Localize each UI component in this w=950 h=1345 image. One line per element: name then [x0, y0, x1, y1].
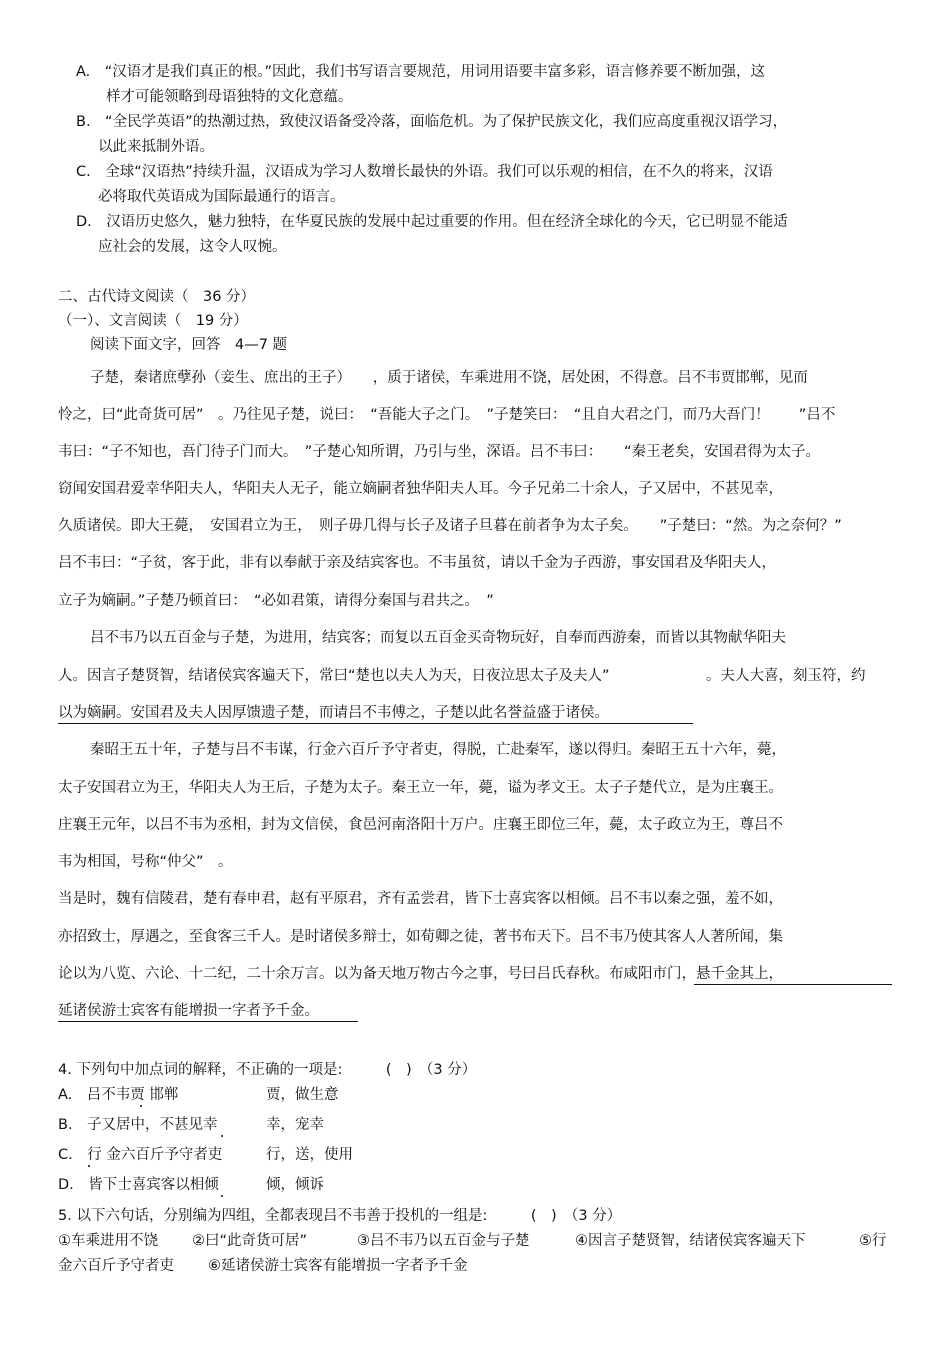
passage-line-5: 久质诸侯。即大王薨， 安国君立为王， 则子毋几得与长子及诸子旦暮在前者争为太子矣。 ”子楚曰：“然。为之奈何？” — [58, 518, 842, 534]
passage-line-15: 当是时，魏有信陵君，楚有春申君，赵有平原君，齐有孟尝君，皆下士喜宾客以相倾。吕不韦以秦之强，羞不如， — [58, 891, 783, 907]
passage-line-9b: 。夫人大喜，刻玉符，约 — [706, 668, 866, 684]
section-title: 二、古代诗文阅读（ 36 分） — [58, 289, 256, 305]
emphasis-dot — [140, 1105, 142, 1107]
q5-item-2: ②曰“此奇货可居” — [192, 1233, 308, 1249]
passage-line-13: 庄襄王元年，以吕不韦为丞相，封为文信侯，食邑河南洛阳十万户。庄襄王即位三年，薨，太子政立为王，尊吕不 — [58, 817, 783, 833]
q4-option-b: B. 子又居中，不甚见幸 — [58, 1117, 218, 1133]
q4-option-c: C. 行 金六百斤予守者吏 — [58, 1147, 223, 1163]
passage-line-9a: 人。因言子楚贤智，结诸侯宾客遍天下，常曰“楚也以夫人为天，日夜泣思太子及夫人” — [58, 668, 610, 684]
q5-stem: 5. 以下六句话，分别编为四组，全都表现吕不韦善于投机的一组是: ( ) （3 分） — [58, 1208, 622, 1224]
passage-line-10: 以为嫡嗣。安国君及夫人因厚馈遗子楚，而请吕不韦傅之，子楚以此名誉益盛于诸侯。 — [58, 705, 609, 721]
option-d-line1: D. 汉语历史悠久，魅力独特，在华夏民族的发展中起过重要的作用。但在经济全球化的今天，它已明显不能适 — [76, 214, 788, 230]
option-c-line2: 必将取代英语成为国际最通行的语言。 — [98, 189, 345, 205]
q4-option-c-gloss: 行，送，使用 — [266, 1147, 353, 1163]
q5-item-5-end: 金六百斤予守者吏 — [58, 1258, 174, 1274]
passage-line-1: 子楚，秦诸庶孽孙（妾生、庶出的王子） ，质于诸侯，车乘进用不饶，居处困，不得意。吕不韦贾邯郸，见而 — [90, 370, 808, 386]
passage-line-17: 论以为八览、六论、十二纪，二十余万言。以为备天地万物古今之事，号曰吕氏春秋。布咸阳市门，悬千金其上， — [58, 966, 783, 982]
q4-option-b-gloss: 幸，宠幸 — [266, 1117, 324, 1133]
q4-option-a: A. 吕不韦贾 邯郸 — [58, 1087, 179, 1103]
passage-line-8: 吕不韦乃以五百金与子楚，为进用，结宾客；而复以五百金买奇物玩好，自奉而西游秦，而皆以其物献华阳夫 — [90, 630, 786, 646]
emphasis-dot — [88, 1165, 90, 1167]
option-a-line2: 样才可能领略到母语独特的文化意蕴。 — [106, 89, 353, 105]
option-b-line1: B. “全民学英语”的热潮过热，致使汉语备受冷落，面临危机。为了保护民族文化，我们应高度重视汉语学习， — [76, 114, 788, 130]
underline-3 — [58, 1021, 358, 1022]
option-c-line1: C. 全球“汉语热”持续升温，汉语成为学习人数增长最快的外语。我们可以乐观的相信，在不久的将来，汉语 — [76, 164, 773, 180]
q5-item-4: ④因言子楚贤智，结诸侯宾客遍天下 — [575, 1233, 806, 1249]
q5-item-3: ③吕不韦乃以五百金与子楚 — [357, 1233, 530, 1249]
underline-2 — [694, 984, 892, 985]
passage-line-2: 怜之，曰“此奇货可居” 。乃往见子楚，说曰： “吾能大子之门。 ”子楚笑曰： “且自大君之门，而乃大吾门！ ”吕不 — [58, 407, 836, 423]
passage-line-18: 延诸侯游士宾客有能增损一字者予千金。 — [58, 1003, 319, 1019]
passage-line-7: 立子为嫡嗣。”子楚乃顿首曰： “必如君策，请得分秦国与君共之。 ” — [58, 593, 494, 609]
passage-line-6: 吕不韦曰：“子贫，客于此，非有以奉献于亲及结宾客也。不韦虽贫，请以千金为子西游，事安国君及华阳夫人， — [58, 555, 777, 571]
emphasis-dot — [221, 1135, 223, 1137]
instruction: 阅读下面文字，回答 4—7 题 — [90, 337, 288, 353]
passage-line-4: 窃闻安国君爱幸华阳夫人，华阳夫人无子，能立嫡嗣者独华阳夫人耳。今子兄弟二十余人，子又居中，不甚见幸， — [58, 481, 783, 497]
subsection-title: （一）、文言阅读（ 19 分） — [58, 313, 248, 329]
underline-1 — [58, 723, 693, 724]
passage-line-11: 秦昭王五十年，子楚与吕不韦谋，行金六百斤予守者吏，得脱，亡赴秦军，遂以得归。秦昭王五十六年，薨， — [90, 742, 786, 758]
q5-item-6: ⑥延诸侯游士宾客有能增损一字者予千金 — [208, 1258, 468, 1274]
q4-option-d-gloss: 倾，倾诉 — [266, 1177, 324, 1193]
option-d-line2: 应社会的发展，这令人叹惋。 — [98, 239, 287, 255]
option-a-line1: A. “汉语才是我们真正的根。”因此，我们书写语言要规范，用词用语要丰富多彩，语言修养要不断加强，这 — [76, 64, 766, 80]
q4-stem: 4. 下列句中加点词的解释，不正确的一项是: ( ) （3 分） — [58, 1062, 477, 1078]
q5-item-1: ①车乘进用不饶 — [58, 1233, 158, 1249]
option-b-line2: 以此来抵制外语。 — [98, 139, 214, 155]
q5-item-5-start: ⑤行 — [859, 1233, 887, 1249]
q4-option-d: D. 皆下士喜宾客以相倾 — [58, 1177, 219, 1193]
passage-line-3: 韦曰：“子不知也，吾门待子门而大。 ”子楚心知所谓，乃引与坐，深语。吕不韦曰： “秦王老矣，安国君得为太子。 — [58, 444, 821, 460]
passage-line-12: 太子安国君立为王，华阳夫人为王后，子楚为太子。秦王立一年，薨，谥为孝文王。太子子楚代立，是为庄襄王。 — [58, 780, 783, 796]
emphasis-dot — [221, 1195, 223, 1197]
passage-line-16: 亦招致士，厚遇之，至食客三千人。是时诸侯多辩士，如荀卿之徒，著书布天下。吕不韦乃使其客人人著所闻，集 — [58, 929, 783, 945]
q4-option-a-gloss: 贾，做生意 — [266, 1087, 339, 1103]
passage-line-14: 韦为相国，号称“仲父” 。 — [58, 854, 233, 870]
